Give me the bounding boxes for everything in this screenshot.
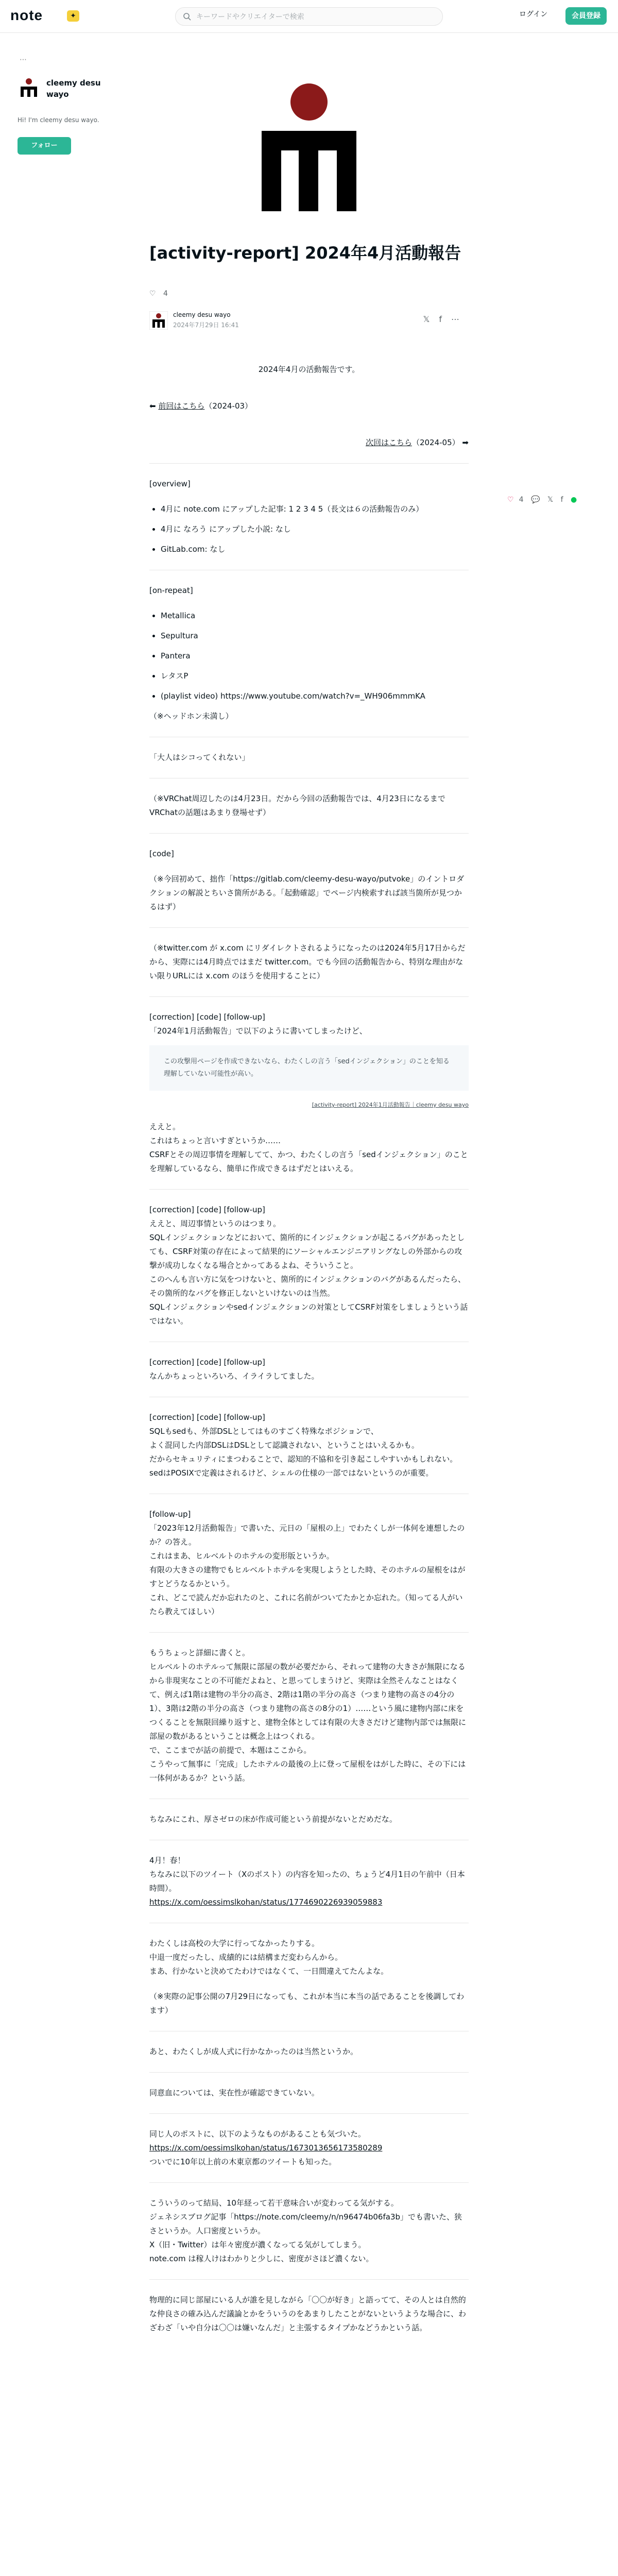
list-item: • Pantera	[161, 649, 469, 663]
article-body	[149, 358, 469, 2335]
paragraph: ついでに10年以上前の木東京都のツイートも知った。	[149, 2157, 337, 2166]
x-share-icon[interactable]: 𝕏	[423, 314, 439, 324]
section-correction-2	[149, 1189, 469, 1328]
section-overview	[149, 463, 469, 556]
next-suffix: （2024-05）	[411, 438, 460, 447]
paragraph: こういうのって結局、10年経って若干意味合いが変わってる気がする。 ジェネシスブログ記事「https://note.com/cleemy/n/n96474b06fa3b」でも書いた、狭さというか。人口密度というか。 X（旧・Twitter）は年々密度が濃くなってる気がしてしまう。 note.com は稼人けはわかりと少しに、密度がさほど濃くない。	[149, 2198, 462, 2263]
section-last	[149, 2279, 469, 2335]
paragraph: なんかちょっといろいろ、イライラしてました。	[149, 1371, 319, 1381]
list-item: • Sepultura	[161, 629, 469, 643]
search-box[interactable]	[175, 7, 443, 26]
list-item: • Metallica	[161, 609, 469, 623]
prev-suffix: （2024-03）	[204, 401, 253, 411]
section-person	[149, 2113, 469, 2169]
correction-heading: [correction] [code] [follow-up]	[149, 1012, 265, 1022]
section-quote	[149, 737, 469, 765]
section-vrchat	[149, 778, 469, 820]
line-share-icon[interactable]: ●	[570, 496, 577, 504]
paragraph: ちなみにこれ、厚さゼロの床が作成可能という前提がないとだめだな。	[149, 1815, 397, 1824]
search-input[interactable]	[196, 11, 433, 23]
signup-button[interactable]: 会員登録	[565, 7, 607, 25]
more-icon[interactable]: ⋯	[20, 56, 27, 64]
site-header	[0, 0, 618, 33]
comment-icon[interactable]: 💬	[530, 496, 540, 504]
share-like-count: 4	[519, 496, 524, 504]
onrepeat-heading: [on-repeat]	[149, 586, 193, 595]
section-on-repeat	[149, 570, 469, 723]
author-row	[149, 311, 469, 336]
author-avatar[interactable]	[149, 311, 168, 330]
x-share-icon[interactable]: 𝕏	[547, 496, 554, 504]
arrow-right-icon: ➡	[459, 438, 469, 447]
login-link[interactable]: ログイン	[519, 10, 548, 19]
section-april	[149, 1840, 469, 1909]
heart-icon[interactable]: ♡	[149, 290, 156, 298]
creator-bio: Hi! I'm cleemy desu wayo.	[18, 116, 99, 124]
overview-list	[161, 502, 469, 556]
person-link[interactable]: https://x.com/oessimslkohan/status/1673013656173580289	[149, 2143, 383, 2153]
blockquote: この攻撃用ページを作成できないなら、わたくしの言う「sedインジェクション」のことを知る理解していない可能性が高い。	[149, 1045, 469, 1091]
list-item: • レタスP	[161, 669, 469, 683]
paragraph: 物理的に同じ部屋にいる人が誰を見しながら「〇〇が好き」と語ってて、その人とは自然的な仲良さの確み込んだ議論とかをういうのをあまりしたことがないというような場合に、わざわざ「いや自分は〇〇は嫌いなんだ」と主張するタイプかなどうかという話。	[149, 2295, 467, 2332]
followup-heading: [follow-up]	[149, 1510, 191, 1519]
floating-share-bar	[507, 496, 600, 511]
heart-icon[interactable]: ♡	[507, 496, 514, 504]
section-result	[149, 2182, 469, 2266]
paragraph: わたくしは高校の大学に行ってなかったりする。 中退一度だったし、成績的には結構まだ変わらんから。 まあ、行かないと決めてたわけではなくて、一日間違えてたんよな。	[149, 1939, 389, 1976]
paragraph: ええと、周辺事情というのはつまり。 SQLインジェクションなどにおいて、箇所的にインジェクションが起こるバグがあったとしても、CSRF対策の存在によって結果的にソーシャルエンジニアリングなしの外部からの攻撃が成功しなくなる場合とかってあるよね、そういうこと。 このへんも言い方に気をつけないと、箇所的にインジェクションのバグがあるんだったら、その箇所的なバグを修正しないといけないのは当然。 SQLインジェクションやsedインジェクションの対策としてCSRF対策をしましょうという話ではない。	[149, 1219, 468, 1326]
code-heading: [code]	[149, 849, 174, 858]
arrow-left-icon: ⬅	[149, 401, 159, 411]
like-count: 4	[163, 290, 168, 298]
section-follow-up	[149, 1494, 469, 1619]
paragraph: （※VRChat周辺したのは4月23日。だから今回の活動報告では、4月23日になるまでVRChatの話題はあまり登場せず）	[149, 794, 445, 817]
prev-nav	[149, 399, 469, 413]
like-counter[interactable]	[149, 290, 168, 298]
creator-name[interactable]: cleemy desu wayo	[46, 78, 101, 99]
onrepeat-note: （※ヘッドホン未満し）	[149, 711, 233, 721]
april-link[interactable]: https://x.com/oessimslkohan/status/1774690226939059883	[149, 1897, 383, 1907]
author-name[interactable]: cleemy desu wayo	[173, 311, 231, 318]
intro: 2024年4月の活動報告です。	[258, 365, 360, 374]
onrepeat-list	[161, 609, 469, 703]
section-correction-3	[149, 1342, 469, 1383]
paragraph: もうちょっと詳細に書くと。 ヒルベルトのホテルって無限に部屋の数が必要だから、それって建物の大きさが無限になるから非現実なことの不可能だよねと、と思ってしまうけど、実際は全然そんなことはなくて、例えば1階は建物の半分の高さ、2階は1階の半分の高さ（つまり建物の高さの4分の1）、3階は2階の半分の高さ（つまり建物の高さの8分の1）……という風に建物内部に床をつくることを無限回繰り返すと、建物全体としては有限の大きさだけど建物内部では無限に部屋の数があるということは概念上はつくれる。 で、ここまでが話の前提で、本題はここから。 こうやって無事に「完成」したホテルの最後の上に登って屋根をはがした時に、その下には一体何があるか？という話。	[149, 1648, 467, 1783]
quote-source-link[interactable]: [activity-report] 2024年1月活動報告｜cleemy desu wayo	[312, 1101, 469, 1108]
overview-heading: [overview]	[149, 479, 191, 488]
next-link[interactable]: 次回はこちら	[365, 438, 412, 447]
section-same	[149, 2072, 469, 2100]
article-title: [activity-report] 2024年4月活動報告	[149, 243, 461, 263]
more-share-icon[interactable]: ⋯	[451, 314, 469, 324]
share-icons	[423, 314, 469, 324]
section-correction-4	[149, 1397, 469, 1480]
paragraph: 「大人はシコってくれない」	[149, 753, 250, 762]
correction-heading: [correction] [code] [follow-up]	[149, 1205, 265, 1214]
paragraph: 「2023年12月活動報告」で書いた、元日の「屋根の上」でわたくしが一体何を連想したのか？の答え。 これはまあ、ヒルベルトのホテルの変形版というか。 有限の大きさの建物でもヒルベルトホテルを実現しようとした時、そのホテルの屋根をはがすとどうなるかという。 これ、どこで読んだか忘れたのと、これに名前がついてたかとか忘れた。（知ってる人がいたら教えてほしい）	[149, 1523, 466, 1616]
list-item: • 4月に note.com にアップした記事: 1 2 3 4 5（長文は６の活動報告のみ）	[161, 502, 469, 516]
section-twitter	[149, 927, 469, 983]
correction-heading: [correction] [code] [follow-up]	[149, 1413, 265, 1422]
section-code	[149, 833, 469, 914]
paragraph: ええと。 これはちょっと言いすぎというか…… CSRFとその周辺事情を理解してて、かつ、わたくしの言う「sedインジェクション」のことを理解しているなら、簡単に作成できるはずだとはいえる。	[149, 1122, 468, 1173]
paragraph: あと、わたくしが成人式に行かなかったのは当然というか。	[149, 2047, 358, 2056]
paragraph: （※twitter.com が x.com にリダイレクトされるようになったのは2024年5月17日からだから、実際には4月時点ではまだ twitter.com。でも今回の活動報告から、特別な理由がない限りURLには x.com のほうを使用することに）	[149, 943, 466, 980]
follow-button[interactable]: フォロー	[18, 137, 71, 155]
eyecatch-image	[212, 79, 406, 229]
list-item: • 4月に なろう にアップした小説: なし	[161, 522, 469, 536]
section-adult	[149, 2031, 469, 2059]
section-more	[149, 1632, 469, 1785]
paragraph: （※今回初めて、拙作「https://gitlab.com/cleemy-desu-wayo/putvoke」のイントロダクションの解説とちいさ箇所がある。「起動確認」でページ内検索すれば該当箇所が見つかるはず）	[149, 874, 465, 911]
section-correction-1	[149, 996, 469, 1176]
publish-date: 2024年7月29日 16:41	[173, 321, 239, 329]
section-university	[149, 1923, 469, 2018]
facebook-share-icon[interactable]: f	[560, 496, 563, 504]
paragraph: 4月！春！ ちなみに以下のツイート（Xのポスト）の内容を知ったの、ちょうど4月1日の午前中（日本時間）。	[149, 1856, 465, 1893]
correction-heading: [correction] [code] [follow-up]	[149, 1358, 265, 1367]
paragraph: 「2024年1月活動報告」で以下のように書いてしまったけど、	[149, 1026, 367, 1036]
paragraph: 同意血については、実在性が確認できていない。	[149, 2088, 319, 2097]
note-logo[interactable]: note	[10, 7, 43, 23]
prev-link[interactable]: 前回はこちら	[158, 401, 205, 411]
section-by	[149, 1799, 469, 1826]
next-nav	[149, 436, 469, 450]
paragraph: （※実際の記事公開の7月29日になっても、これが本当に本当の話であることを後調してわます）	[149, 1992, 465, 2015]
list-item: • GitLab.com: なし	[161, 543, 469, 556]
facebook-share-icon[interactable]: f	[439, 314, 451, 324]
search-icon	[183, 12, 191, 21]
creator-avatar[interactable]	[18, 76, 40, 99]
logo-badge-icon: ✦	[67, 10, 79, 22]
paragraph: SQLもsedも、外部DSLとしてはものすごく特殊なポジションで、 よく混同した内部DSLはDSLとして認識されない、ということはいえるかも。 だからセキュリティにまつわることで、認知的不協和を引き起こしやすいかもしれない。 sedはPOSIXで定義はされるけど、シェルの仕様の一部ではないというのが重要。	[149, 1427, 458, 1478]
paragraph: 同じ人のポストに、以下のようなものがあることも気づいた。	[149, 2129, 366, 2139]
list-item[interactable]: • (playlist video) https://www.youtube.com/watch?v=_WH906mmmKA	[161, 689, 469, 703]
